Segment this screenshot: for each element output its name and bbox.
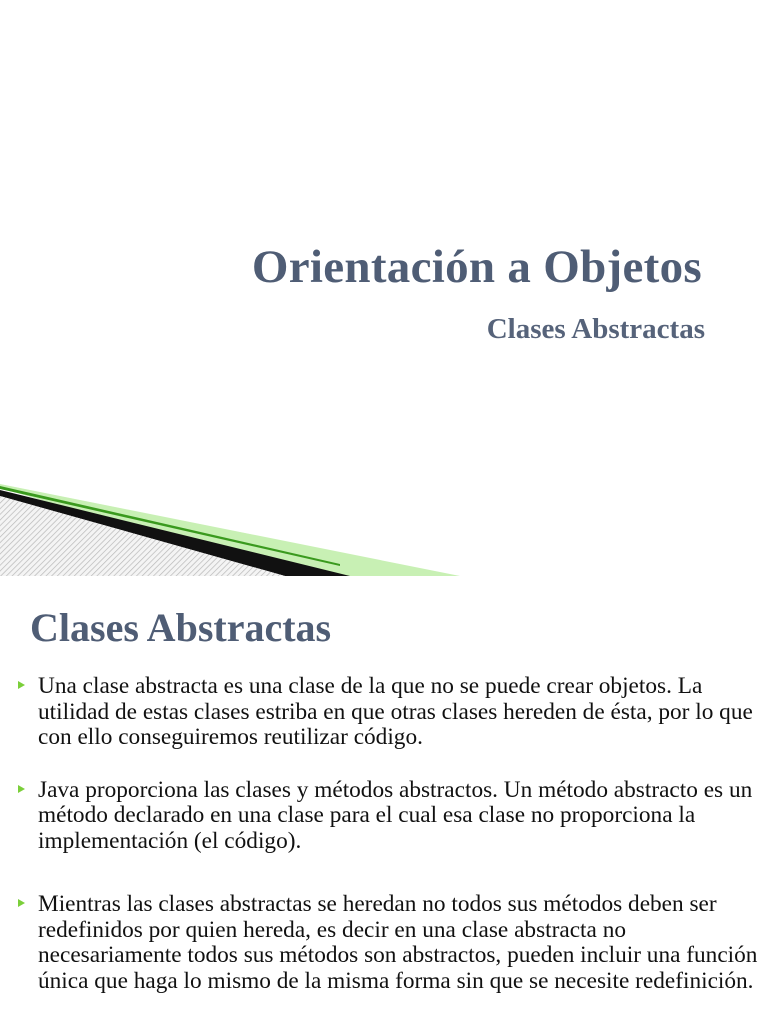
bullet-text: Java proporciona las clases y métodos abstractos. Un método abstracto es un método declarado en una clase para el cual esa clase no proporciona la implementación (el código). [38,776,753,854]
list-item [0,892,768,994]
content-heading: Clases Abstractas [30,605,332,650]
green-triangle-bullet-icon [18,785,25,793]
green-triangle-bullet-icon [18,899,25,907]
green-triangle-bullet-icon [18,681,25,689]
list-item [0,674,768,751]
slide-subtitle: Clases Abstractas [486,313,705,345]
decorative-swoosh [0,480,460,576]
content-slide [0,576,768,1024]
bullet-text: Una clase abstracta es una clase de la que no se puede crear objetos. La utilidad de estas clases estriba en que otras clases hereden de ésta, por lo que con ello conseguiremos reutilizar código. [38,673,753,750]
list-item [0,778,768,855]
bullet-text: Mientras las clases abstractas se heredan no todos sus métodos deben ser redefinidos por quien hereda, es decir en una clase abstracta no necesariamente todos sus métodos son abstractos, pueden incluir una función única que haga lo mismo de la misma forma sin que se necesite redefinición. [38,891,758,994]
slide-title: Orientación a Objetos [251,241,702,293]
bullet-list [0,674,768,994]
